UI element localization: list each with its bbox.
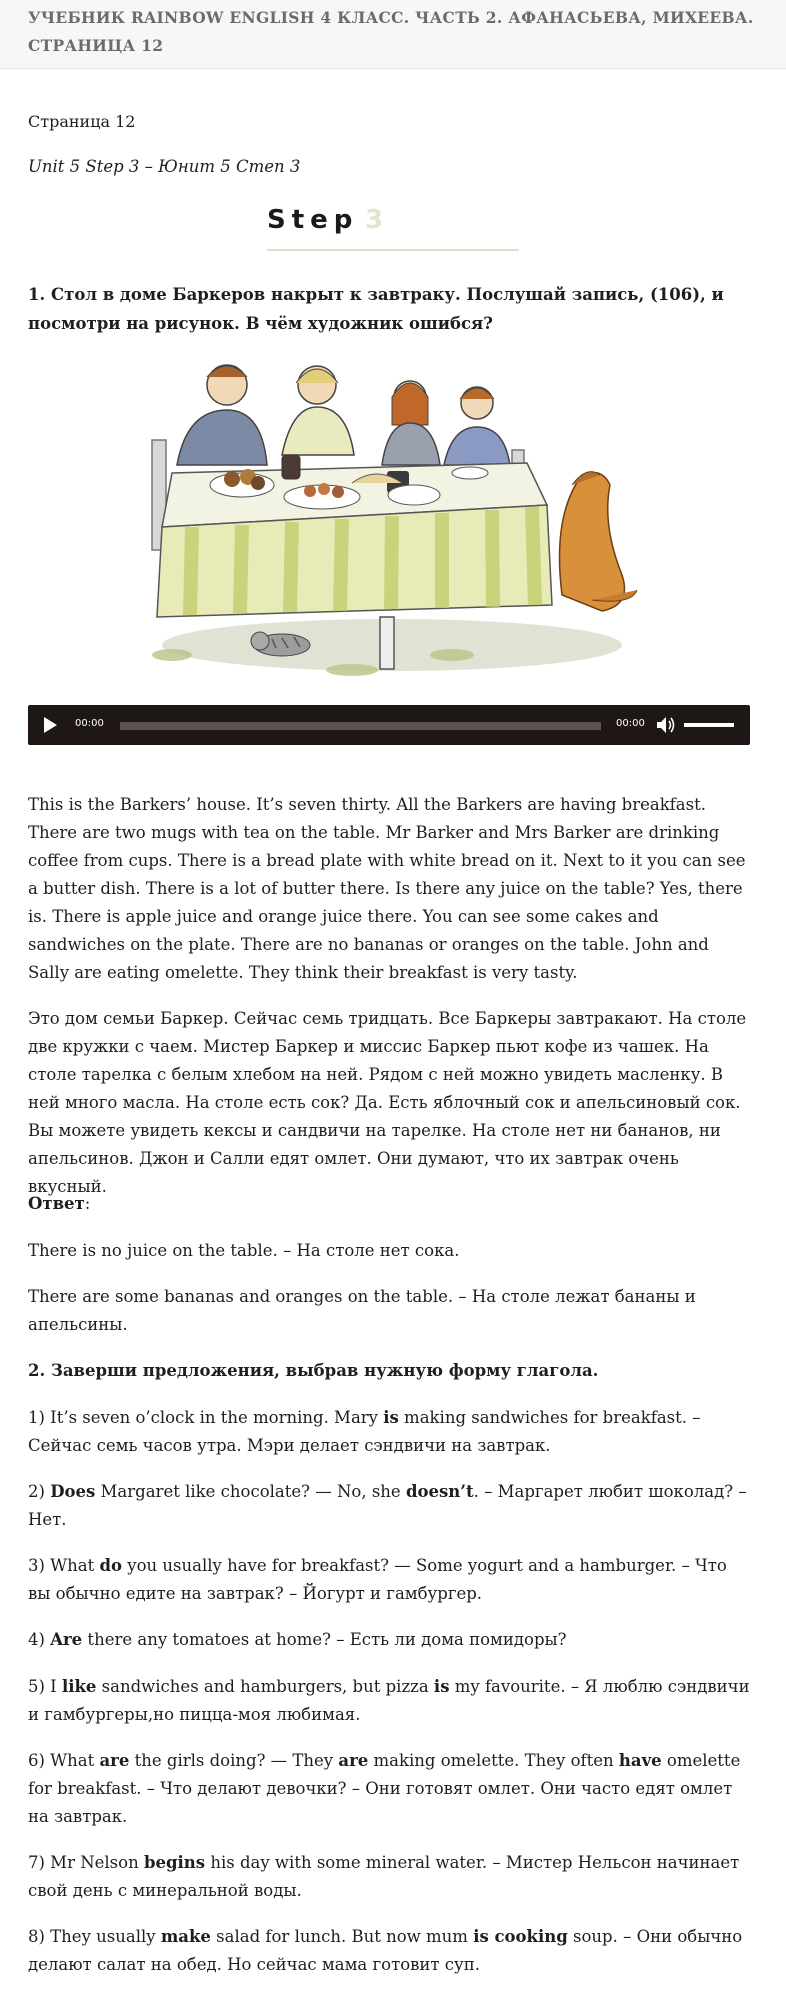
audio-player (28, 705, 750, 745)
breakfast-illustration (132, 355, 642, 685)
sentence-8: 8) They usually make salad for lunch. But now mum is cooking soup. – Они обычно делают салат на обед. Но сейчас мама готовит суп. (28, 1927, 743, 1974)
sentence-2: 2) Does Margaret like chocolate? — No, she doesn’t. – Маргарет любит шоколад? – Нет. (28, 1482, 747, 1529)
sentence-3: 3) What do you usually have for breakfast? — Some yogurt and a hamburger. – Что вы обычно едите на завтрак? – Йогурт и гамбургер. (28, 1556, 727, 1603)
step-underline (267, 249, 519, 251)
task1-title: 1. Стол в доме Баркеров накрыт к завтраку. Послушай запись, (106), и посмотри на рисунок. В чём художник ошибся? (28, 285, 724, 333)
duration: 00:00 (616, 718, 645, 729)
step-word: Step (267, 205, 359, 235)
sentence-7: 7) Mr Nelson begins his day with some mineral water. – Мистер Нельсон начинает свой день с минеральной воды. (28, 1853, 740, 1900)
step-number: 3 (365, 205, 384, 235)
volume-icon[interactable] (656, 716, 676, 734)
sentence-6: 6) What are the girls doing? — They are making omelette. They often have omelette for breakfast. – Что делают девочки? – Они готовят омлет. Они часто едят омлет на завтрак. (28, 1751, 741, 1826)
task2-title: 2. Заверши предложения, выбрав нужную форму глагола. (28, 1361, 599, 1380)
sentence-4: 4) Are there any tomatoes at home? – Есть ли дома помидоры? (28, 1630, 567, 1649)
page-title: УЧЕБНИК RAINBOW ENGLISH 4 КЛАСС. ЧАСТЬ 2. АФАНАСЬЕВА, МИХЕЕВА. СТРАНИЦА 12 (28, 8, 754, 55)
answer-label-line (28, 1190, 750, 1218)
sentence-1: 1) It’s seven o’clock in the morning. Mary is making sandwiches for breakfast. – Сейчас семь часов утра. Мэри делает сэндвичи на завтрак. (28, 1408, 701, 1455)
play-button[interactable] (44, 717, 57, 733)
answer-label: Ответ (28, 1194, 85, 1213)
page-header (0, 0, 786, 69)
page-label: Страница 12 (28, 112, 136, 131)
volume-slider[interactable] (684, 723, 734, 727)
step-banner (267, 205, 519, 255)
listening-text-en: This is the Barkers’ house. It’s seven thirty. All the Barkers are having breakfast. There are two mugs with tea on the table. Mr Barker and Mrs Barker are drinking coffee from cups. There is a bread plate with white bread on it. Next to it you can see a butter dish. There is a lot of butter there. Is there any juice on the table? Yes, there is. There is apple juice and orange juice there. You can see some cakes and sandwiches on the plate. There are no bananas or oranges on the table. John and Sally are eating omelette. They think their breakfast is very tasty. (28, 795, 746, 982)
answer-line-2: There are some bananas and oranges on the table. – На столе лежат бананы и апельсины. (28, 1287, 696, 1334)
audio-progress-track[interactable] (120, 722, 601, 730)
unit-line: Unit 5 Step 3 – Юнит 5 Степ 3 (28, 157, 301, 176)
sentence-5: 5) I like sandwiches and hamburgers, but pizza is my favourite. – Я люблю сэндвичи и гамбургеры,но пицца-моя любимая. (28, 1677, 750, 1724)
answer-colon: : (84, 1194, 91, 1213)
current-time: 00:00 (75, 718, 104, 729)
answer-line-1: There is no juice on the table. – На столе нет сока. (28, 1241, 460, 1260)
listening-text-ru: Это дом семьи Баркер. Сейчас семь тридцать. Все Баркеры завтракают. На столе две кружки с чаем. Мистер Баркер и миссис Баркер пьют кофе из чашек. На столе тарелка с белым хлебом на ней. Рядом с ней можно увидеть масленку. В ней много масла. На столе есть сок? Да. Есть яблочный сок и апельсиновый сок. Вы можете увидеть кексы и сандвичи на тарелке. На столе нет ни бананов, ни апельсинов. Джон и Салли едят омлет. Они думают, что их завтрак очень вкусный. (28, 1009, 747, 1196)
